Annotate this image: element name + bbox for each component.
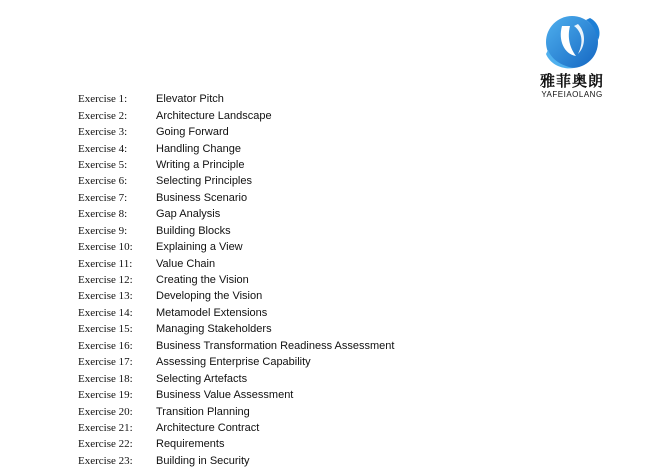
logo-name-chinese: 雅菲奥朗 <box>539 72 604 90</box>
exercise-title: Business Scenario <box>156 191 248 204</box>
exercise-number: Exercise 1: <box>78 93 128 106</box>
exercise-number: Exercise 22: <box>78 438 133 451</box>
exercise-row <box>78 255 394 271</box>
exercise-title: Assessing Enterprise Capability <box>156 356 311 369</box>
exercise-title: Managing Stakeholders <box>156 323 272 336</box>
exercise-title: Selecting Artefacts <box>156 372 248 385</box>
exercise-title: Elevator Pitch <box>156 93 224 106</box>
exercise-row <box>78 354 394 370</box>
exercise-row <box>78 173 394 189</box>
exercise-number: Exercise 6: <box>78 175 128 188</box>
exercise-row <box>78 140 394 156</box>
exercise-row <box>78 370 394 386</box>
exercise-number: Exercise 7: <box>78 191 128 204</box>
exercise-row <box>78 420 394 436</box>
exercise-title: Building Blocks <box>156 224 231 237</box>
exercise-title: Explaining a View <box>156 241 243 254</box>
exercise-row <box>78 272 394 288</box>
exercise-row <box>78 436 394 452</box>
exercise-row <box>78 91 394 107</box>
exercise-number: Exercise 8: <box>78 208 128 221</box>
exercise-row <box>78 223 394 239</box>
exercise-row <box>78 453 394 469</box>
exercise-row <box>78 190 394 206</box>
exercise-title: Writing a Principle <box>156 158 245 171</box>
exercise-title: Selecting Principles <box>156 175 252 188</box>
exercise-list <box>78 91 394 469</box>
exercise-row <box>78 157 394 173</box>
exercise-title: Metamodel Extensions <box>156 306 268 319</box>
logo-swoosh-icon <box>540 10 604 72</box>
exercise-title: Architecture Contract <box>156 421 260 434</box>
exercise-title: Going Forward <box>156 126 229 139</box>
exercise-title: Architecture Landscape <box>156 109 272 122</box>
exercise-number: Exercise 11: <box>78 257 133 270</box>
exercise-title: Creating the Vision <box>156 274 249 287</box>
exercise-row <box>78 239 394 255</box>
exercise-title: Business Value Assessment <box>156 389 294 402</box>
exercise-title: Building in Security <box>156 454 250 467</box>
exercise-title: Transition Planning <box>156 405 250 418</box>
exercise-number: Exercise 3: <box>78 126 128 139</box>
exercise-number: Exercise 9: <box>78 224 128 237</box>
exercise-row <box>78 206 394 222</box>
exercise-number: Exercise 16: <box>78 339 133 352</box>
exercise-number: Exercise 14: <box>78 306 133 319</box>
exercise-number: Exercise 13: <box>78 290 133 303</box>
exercise-number: Exercise 15: <box>78 323 133 336</box>
exercise-number: Exercise 20: <box>78 405 133 418</box>
exercise-row <box>78 321 394 337</box>
exercise-row <box>78 305 394 321</box>
exercise-title: Handling Change <box>156 142 242 155</box>
exercise-number: Exercise 17: <box>78 356 133 369</box>
exercise-row <box>78 338 394 354</box>
exercise-number: Exercise 4: <box>78 142 128 155</box>
exercise-number: Exercise 23: <box>78 454 133 467</box>
exercise-number: Exercise 21: <box>78 421 133 434</box>
exercise-row <box>78 107 394 123</box>
exercise-title: Developing the Vision <box>156 290 263 303</box>
exercise-title: Business Transformation Readiness Assessment <box>156 339 395 352</box>
exercise-row <box>78 288 394 304</box>
exercise-number: Exercise 10: <box>78 241 133 254</box>
exercise-title: Gap Analysis <box>156 208 221 221</box>
exercise-row <box>78 403 394 419</box>
exercise-number: Exercise 18: <box>78 372 133 385</box>
exercise-number: Exercise 2: <box>78 109 128 122</box>
logo-name-english: YAFEIAOLANG <box>541 90 603 99</box>
company-logo <box>532 10 616 99</box>
exercise-row <box>78 387 394 403</box>
exercise-title: Value Chain <box>156 257 216 270</box>
exercise-number: Exercise 5: <box>78 158 128 171</box>
exercise-number: Exercise 12: <box>78 274 133 287</box>
exercise-title: Requirements <box>156 438 225 451</box>
exercise-number: Exercise 19: <box>78 389 133 402</box>
exercise-row <box>78 124 394 140</box>
